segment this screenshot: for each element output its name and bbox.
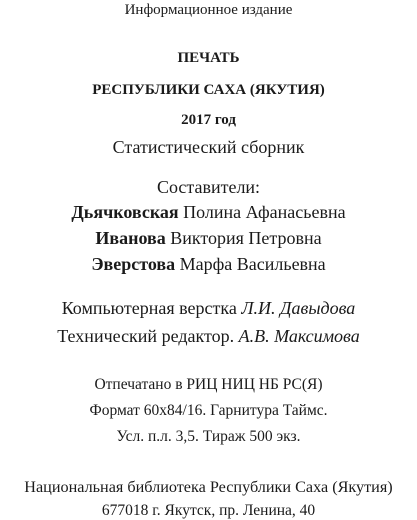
printed-at: Отпечатано в РИЦ НИЦ НБ РС(Я) [94,376,323,393]
compiler-given-name: Виктория Петровна [170,228,322,248]
format-info: Формат 60x84/16. Гарнитура Таймс. [89,402,328,419]
editor-name: А.В. Максимова [238,326,360,346]
title-year: 2017 год [181,112,236,128]
compiler-given-name: Полина Афанасьевна [183,202,346,222]
compilers-heading: Составители: [156,177,261,197]
compiler-surname: Иванова [95,228,166,248]
layout-name: Л.И. Давыдова [241,298,356,318]
title-line-2: РЕСПУБЛИКИ САХА (ЯКУТИЯ) [92,82,325,98]
editor-credit [0,326,417,347]
compiler-given-name: Марфа Васильевна [179,254,326,274]
compiler-2 [0,228,417,249]
compiler-surname: Эверстова [91,254,176,274]
subtitle: Статистический сборник [112,137,305,157]
publisher-address: 677018 г. Якутск, пр. Ленина, 40 [101,502,316,519]
compiler-1 [0,202,417,223]
editor-label: Технический редактор. [57,326,235,346]
layout-credit [0,298,417,319]
edition-type: Информационное издание [124,2,293,18]
publisher-name: Национальная библиотека Республики Саха (Якутия) [24,478,393,496]
title-line-1: ПЕЧАТЬ [177,50,240,66]
sheets-info: Усл. п.л. 3,5. Тираж 500 экз. [116,428,301,445]
compiler-surname: Дьячковская [71,202,179,222]
layout-label: Компьютерная верстка [61,298,237,318]
compiler-3 [0,254,417,275]
